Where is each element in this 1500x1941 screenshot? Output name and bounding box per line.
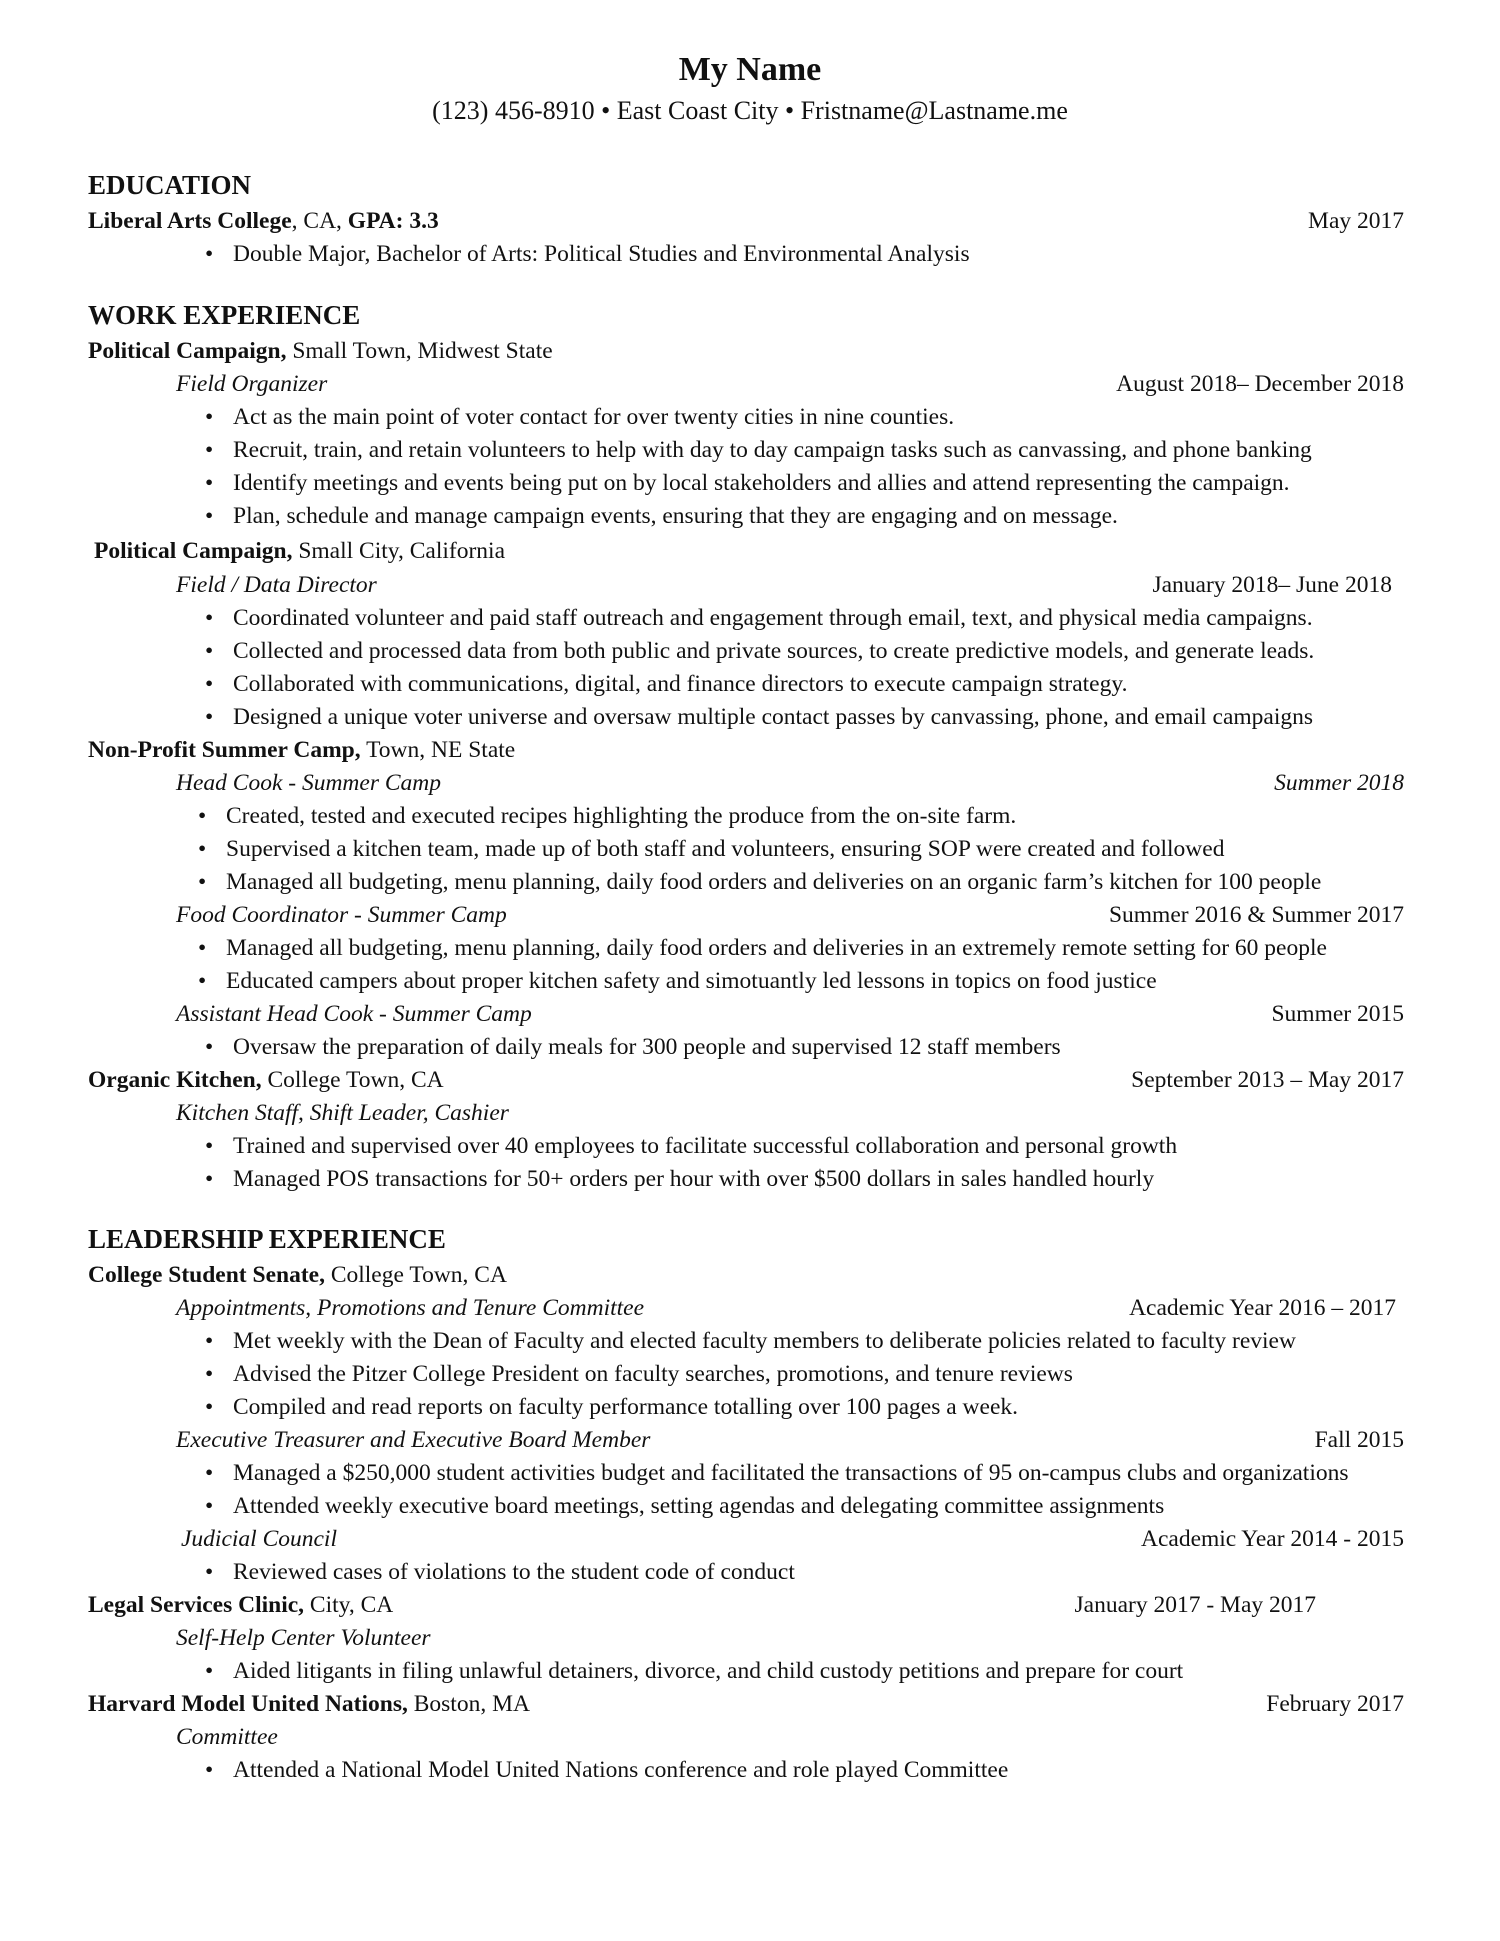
- role-title: Self-Help Center Volunteer: [176, 1625, 431, 1651]
- org-name: Political Campaign,: [88, 338, 287, 364]
- school-gpa: GPA: 3.3: [347, 208, 439, 234]
- bullet: • Managed a $250,000 student activities budget and facilitated the transactions of 95 on-campus clubs and organizations: [205, 1460, 1349, 1486]
- bullet: • Plan, schedule and manage campaign events, ensuring that they are engaging and on message.: [205, 503, 1118, 529]
- bullet: • Collected and processed data from both public and private sources, to create predictive models, and generate leads.: [205, 638, 1315, 664]
- bullet-dot: •: [205, 241, 214, 267]
- job-role-row: [88, 368, 1404, 401]
- role-date: August 2018– December 2018: [1116, 371, 1404, 397]
- school-name: Liberal Arts College: [88, 208, 292, 234]
- bullet: • Collaborated with communications, digital, and finance directors to execute campaign strategy.: [205, 671, 1128, 697]
- job-org-row: [94, 535, 1410, 568]
- bullet: • Managed all budgeting, menu planning, daily food orders and deliveries on an organic farm’s kitchen for 100 people: [198, 869, 1322, 895]
- job-role-row: [88, 998, 1404, 1031]
- bullet: • Oversaw the preparation of daily meals for 300 people and supervised 12 staff members: [205, 1034, 1061, 1060]
- job-org-row: [88, 734, 1404, 767]
- role-title: Field / Data Director: [176, 572, 377, 598]
- org-date: January 2017 - May 2017: [1074, 1592, 1316, 1618]
- work-heading: WORK EXPERIENCE: [88, 300, 361, 330]
- contact-line: (123) 456-8910 • East Coast City • Fristname@Lastname.me: [432, 96, 1068, 125]
- job-role-row: [88, 569, 1392, 602]
- bullet: • Managed POS transactions for 50+ orders per hour with over $500 dollars in sales handled hourly: [205, 1166, 1155, 1192]
- role-date: Academic Year 2014 - 2015: [1140, 1526, 1404, 1552]
- job-org-row: [88, 335, 1404, 368]
- role-title: Appointments, Promotions and Tenure Committee: [176, 1295, 645, 1321]
- job-role-row: [88, 899, 1404, 932]
- education-date: May 2017: [1308, 208, 1404, 234]
- role-row: [88, 1292, 1396, 1325]
- bullet: • Trained and supervised over 40 employees to facilitate successful collaboration and personal growth: [205, 1133, 1178, 1159]
- bullet: • Managed all budgeting, menu planning, daily food orders and deliveries in an extremely remote setting for 60 people: [198, 935, 1327, 961]
- role-title: Executive Treasurer and Executive Board Member: [176, 1427, 651, 1453]
- education-heading: EDUCATION: [88, 170, 252, 200]
- bullet: • Advised the Pitzer College President on faculty searches, promotions, and tenure reviews: [205, 1361, 1073, 1387]
- org-name: Political Campaign,: [94, 538, 293, 564]
- education-school-row: [88, 205, 1404, 238]
- org-name: Legal Services Clinic,: [88, 1592, 305, 1618]
- org-location: Small City, California: [292, 538, 506, 564]
- role-row: [88, 1424, 1404, 1457]
- bullet: • Act as the main point of voter contact for over twenty cities in nine counties.: [205, 404, 955, 430]
- role-row: [88, 1622, 1404, 1655]
- role-date: Academic Year 2016 – 2017: [1129, 1295, 1396, 1321]
- org-row: [88, 1259, 1404, 1292]
- role-title: Kitchen Staff, Shift Leader, Cashier: [176, 1100, 509, 1126]
- org-row: [88, 1589, 1316, 1622]
- org-location: Town, NE State: [360, 737, 516, 763]
- role-date: Summer 2016 & Summer 2017: [1108, 902, 1404, 928]
- org-date: February 2017: [1266, 1691, 1404, 1717]
- role-title: Head Cook - Summer Camp: [176, 770, 441, 796]
- bullet: • Compiled and read reports on faculty performance totalling over 100 pages a week.: [205, 1394, 1019, 1420]
- role-title: Field Organizer: [176, 371, 328, 397]
- org-name: Harvard Model United Nations,: [88, 1691, 408, 1717]
- bullet: • Educated campers about proper kitchen safety and simotuantly led lessons in topics on food justice: [198, 968, 1157, 994]
- bullet: • Aided litigants in filing unlawful detainers, divorce, and child custody petitions and prepare for court: [205, 1658, 1184, 1684]
- org-row: [88, 1688, 1404, 1721]
- job-org-row: [88, 1064, 1404, 1097]
- bullet: • Coordinated volunteer and paid staff outreach and engagement through email, text, and physical media campaigns.: [205, 605, 1313, 631]
- bullet: • Recruit, train, and retain volunteers to help with day to day campaign tasks such as canvassing, and phone banking: [205, 437, 1312, 463]
- role-row: [88, 1523, 1404, 1556]
- org-name: Non-Profit Summer Camp,: [88, 737, 361, 763]
- org-name: College Student Senate,: [88, 1262, 325, 1288]
- job-role-row: [88, 1097, 1404, 1130]
- org-date: September 2013 – May 2017: [1131, 1067, 1404, 1093]
- role-date: Summer 2015: [1271, 1001, 1404, 1027]
- bullet: • Double Major, Bachelor of Arts: Political Studies and Environmental Analysis: [205, 238, 1485, 271]
- leadership-heading: LEADERSHIP EXPERIENCE: [88, 1224, 446, 1254]
- role-title: Judicial Council: [181, 1526, 337, 1552]
- role-title: Food Coordinator - Summer Camp: [176, 902, 507, 928]
- org-location: Boston, MA: [407, 1691, 530, 1717]
- role-title: Committee: [176, 1724, 278, 1750]
- bullet: • Identify meetings and events being put on by local stakeholders and allies and attend representing the campaign.: [205, 470, 1290, 496]
- bullet: • Designed a unique voter universe and oversaw multiple contact passes by canvassing, phone, and email campaigns: [205, 704, 1314, 730]
- bullet: • Supervised a kitchen team, made up of both staff and volunteers, ensuring SOP were created and followed: [198, 836, 1225, 862]
- org-location: Small Town, Midwest State: [286, 338, 553, 364]
- org-location: College Town, CA: [324, 1262, 507, 1288]
- candidate-name: My Name: [678, 51, 822, 88]
- org-location: College Town, CA: [261, 1067, 444, 1093]
- org-name: Organic Kitchen,: [88, 1067, 262, 1093]
- role-date: Fall 2015: [1314, 1427, 1404, 1453]
- bullet: • Met weekly with the Dean of Faculty and elected faculty members to deliberate policies related to faculty review: [205, 1328, 1296, 1354]
- bullet: • Reviewed cases of violations to the student code of conduct: [205, 1559, 795, 1585]
- org-location: City, CA: [304, 1592, 394, 1618]
- bullet: • Attended a National Model United Nations conference and role played Committee: [205, 1757, 1009, 1783]
- role-row: [88, 1721, 1404, 1754]
- role-date: January 2018– June 2018: [1152, 572, 1392, 598]
- job-role-row: [88, 767, 1404, 800]
- school-location: , CA,: [291, 208, 348, 234]
- role-date: Summer 2018: [1274, 770, 1404, 796]
- bullet: • Attended weekly executive board meetings, setting agendas and delegating committee assignments: [205, 1493, 1165, 1519]
- role-title: Assistant Head Cook - Summer Camp: [176, 1001, 532, 1027]
- bullet: • Created, tested and executed recipes highlighting the produce from the on-site farm.: [198, 803, 1017, 829]
